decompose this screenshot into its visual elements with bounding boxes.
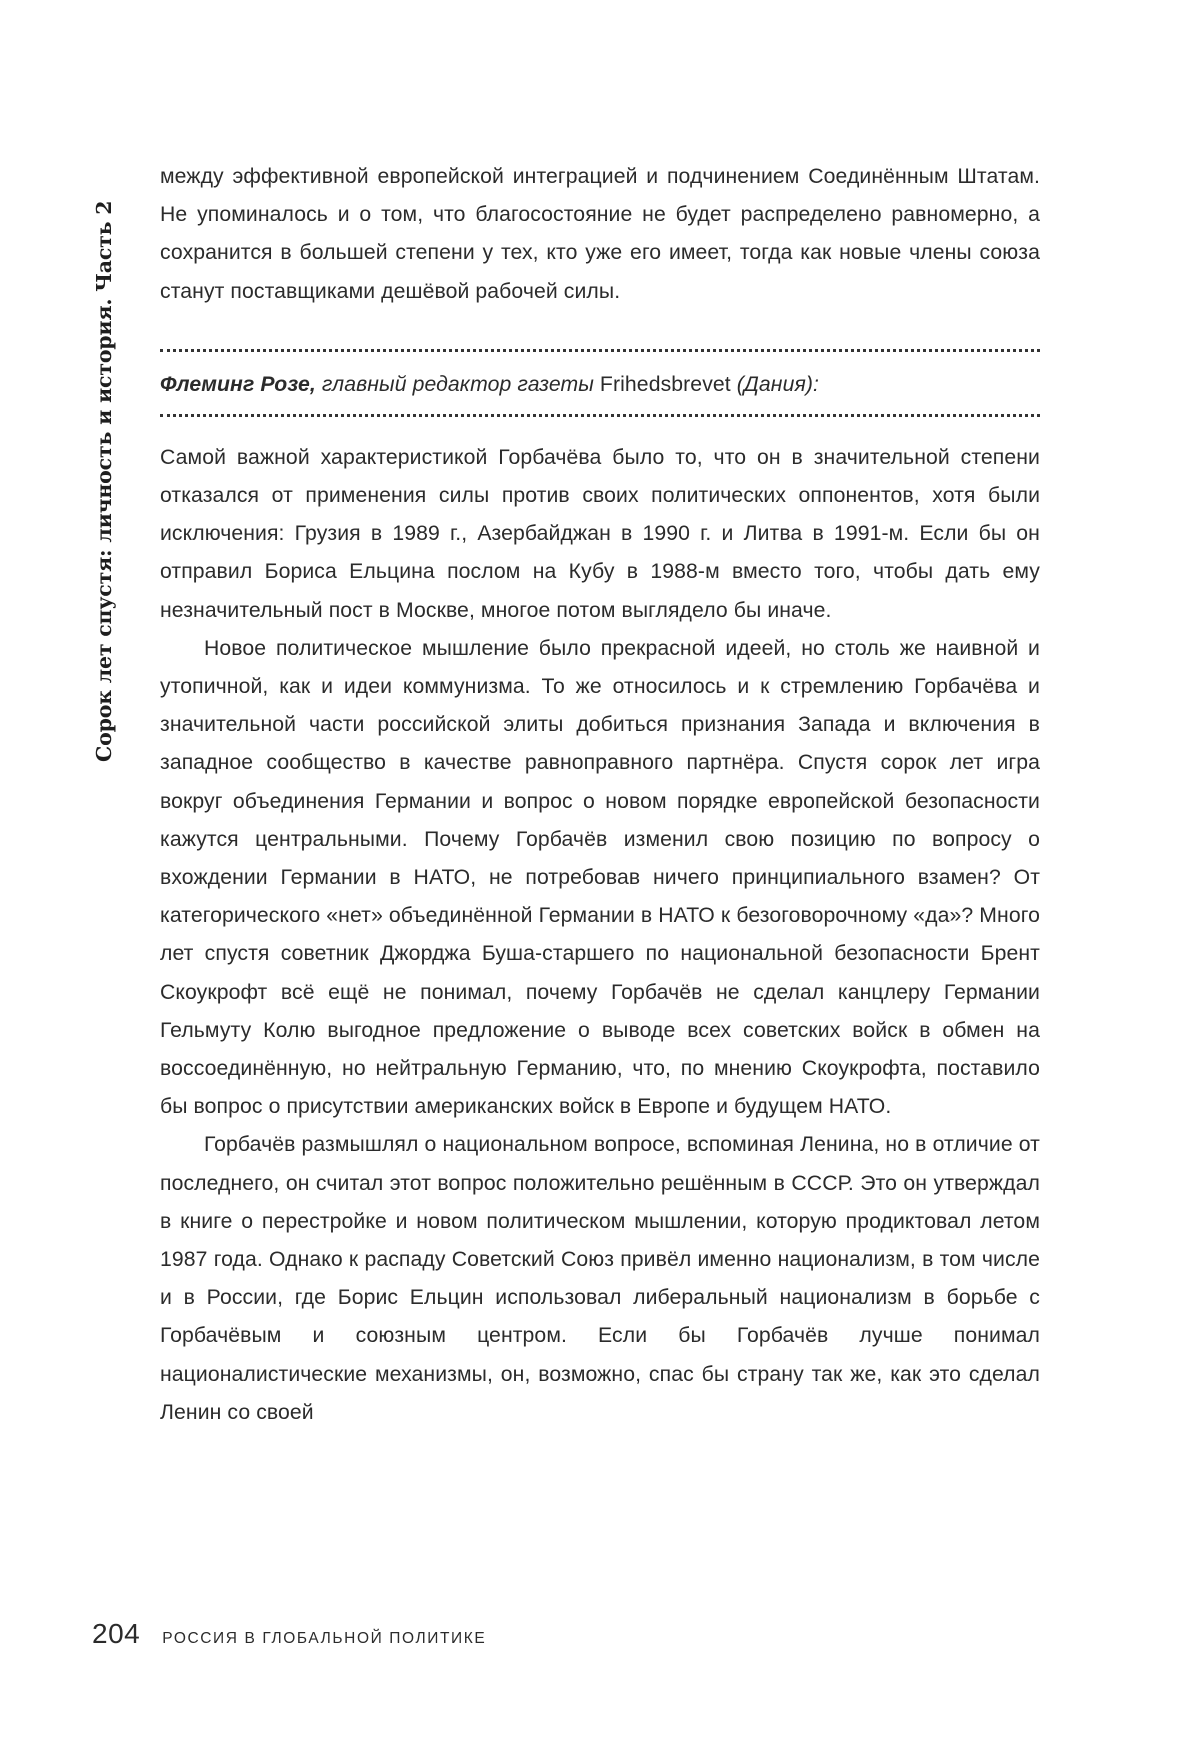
journal-title: РОССИЯ В ГЛОБАЛЬНОЙ ПОЛИТИКЕ xyxy=(162,1630,487,1647)
body-paragraph: Самой важной характеристикой Горбачёва было то, что он в значительной степени отказался от применения силы против своих политических оппонентов, хотя были исключения: Грузия в 1989 г., Азербайджан в 1990 г. и Литва в 1991-м. Если бы он отправил Бориса Ельцина послом на Кубу в 1988-м вместо того, чтобы дать ему незначительный пост в Москве, многое потом выглядело бы иначе. xyxy=(160,445,1040,622)
speaker-attribution xyxy=(160,366,1040,404)
speaker-publication: Frihedsbrevet xyxy=(599,372,731,396)
dotted-divider-bottom xyxy=(160,414,1040,417)
page-footer xyxy=(92,1618,486,1650)
speaker-role: главный редактор газеты xyxy=(315,372,600,396)
text-column xyxy=(160,158,1040,1432)
speaker-name: Флеминг Розе, xyxy=(160,372,316,396)
speaker-country: (Дания): xyxy=(730,372,820,396)
page-number: 204 xyxy=(92,1618,141,1649)
intro-paragraph: между эффективной европейской интеграцией и подчинением Соединённым Штатам. Не упоминалось и о том, что благосостояние не будет распределено равномерно, а сохранится в большей степени у тех, кто уже его имеет, тогда как новые члены союза станут поставщиками дешёвой рабочей силы. xyxy=(160,165,1040,303)
dotted-divider-top xyxy=(160,349,1040,352)
running-head: Сорок лет спустя: личность и история. Часть 2 xyxy=(92,200,116,762)
body-paragraph: Горбачёв размышлял о национальном вопросе, вспоминая Ленина, но в отличие от последнего, он считал этот вопрос положительно решённым в СССР. Это он утверждал в книге о перестройке и новом политическом мышлении, которую продиктовал летом 1987 года. Однако к распаду Советский Союз привёл именно национализм, в том числе и в России, где Борис Ельцин использовал либеральный национализм в борьбе с Горбачёвым и союзным центром. Если бы Горбачёв лучше понимал националистические механизмы, он, возможно, спас бы страну так же, как это сделал Ленин со своей xyxy=(160,1133,1040,1424)
body-paragraph: Новое политическое мышление было прекрасной идеей, но столь же наивной и утопичной, как и идеи коммунизма. То же относилось и к стремлению Горбачёва и значительной части российской элиты добиться признания Запада и включения в западное сообщество в качестве равноправного партнёра. Спустя сорок лет игра вокруг объединения Германии и вопрос о новом порядке европейской безопасности кажутся центральными. Почему Горбачёв изменил свою позицию по вопросу о вхождении Германии в НАТО, не потребовав ничего принципиального взамен? От категорического «нет» объединённой Германии в НАТО к безоговорочному «да»? Много лет спустя советник Джорджа Буша-старшего по национальной безопасности Брент Скоукрофт всё ещё не понимал, почему Горбачёв не сделал канцлеру Германии Гельмуту Колю выгодное предложение о выводе всех советских войск в обмен на воссоединённую, но нейтральную Германию, что, по мнению Скоукрофта, поставило бы вопрос о присутствии американских войск в Европе и будущем НАТО. xyxy=(160,636,1040,1119)
